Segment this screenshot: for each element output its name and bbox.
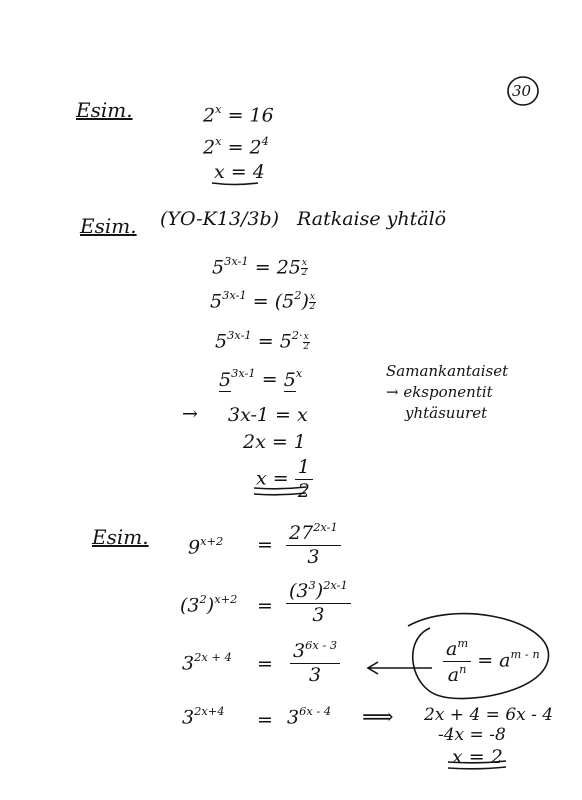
- ex3-answer: x = 2: [452, 746, 503, 768]
- ex3-line-4-right: $3^{6x - 4}$: [287, 704, 332, 729]
- note-line-3: yhtäsuuret: [405, 404, 488, 422]
- ex2-line-6: 2x = 1: [243, 431, 306, 453]
- rule-pointer-arrow: [368, 662, 432, 674]
- ex2-line-4: $5^{3x-1} = 5^x$: [219, 366, 303, 391]
- ex3-line-2-eq: =: [257, 595, 273, 617]
- example-1-label: Esim.: [76, 98, 133, 122]
- example-3-label: Esim.: [92, 525, 149, 549]
- example-2-label: Esim.: [80, 214, 137, 238]
- ex3-line-3-left: $3^{2x + 4}$: [182, 650, 232, 675]
- ex3-line-3-eq: =: [257, 653, 273, 675]
- ex1-answer: x = 4: [214, 161, 265, 183]
- ex2-source: (YO-K13/3b): [160, 208, 280, 230]
- page-number: 30: [512, 82, 532, 100]
- ex3-line-1-left: $9^{x+2}$: [188, 534, 224, 559]
- note-line-2: → eksponentit: [386, 383, 493, 401]
- ex2-answer: x = $\frac{1}{2}$: [256, 458, 313, 501]
- ex2-line-3: $5^{3x-1} = 5^{2\cdot}$ $\frac{x}{2}$: [215, 328, 310, 353]
- ex3-solution-1: 2x + 4 = 6x - 4: [424, 705, 554, 725]
- ex1-line-2: $2^x = 2^4$: [203, 134, 269, 159]
- ex3-solution-2: -4x = -8: [438, 725, 506, 745]
- note-line-1: Samankantaiset: [386, 362, 509, 380]
- ex2-line-5: 3x-1 = x: [228, 404, 308, 426]
- quotient-rule: $\frac{a^m}{a^n}$ = $a^{m - n}$: [443, 638, 540, 685]
- ex2-line-1: $5^{3x-1} = 25$ $\frac{x}{2}$: [212, 254, 308, 279]
- ex2-task: Ratkaise yhtälö: [297, 208, 447, 230]
- ex3-line-1-eq: =: [257, 534, 273, 556]
- ex3-line-3-right: $\frac{3^{6x - 3}}{3}$: [290, 640, 340, 685]
- ex1-line-1: 2$^x$ = 16: [203, 102, 274, 127]
- answer-underline-1: [212, 183, 258, 185]
- ex3-line-2-left: $(3^2)^{x+2}$: [180, 592, 238, 617]
- ex3-line-2-right: $\frac{(3^3)^{2x-1}}{3}$: [286, 580, 351, 625]
- ex3-line-4-eq: =: [257, 709, 273, 731]
- ex3-line-1-right: $\frac{27^{2x-1}}{3}$: [286, 522, 341, 567]
- ex2-line-2: $5^{3x-1} = (5^2)$ $\frac{x}{2}$: [210, 288, 316, 313]
- ex3-line-4-left: $3^{2x+4}$: [182, 704, 225, 729]
- ex2-arrow: →: [182, 403, 198, 425]
- implies-arrow: ⟹: [362, 705, 394, 730]
